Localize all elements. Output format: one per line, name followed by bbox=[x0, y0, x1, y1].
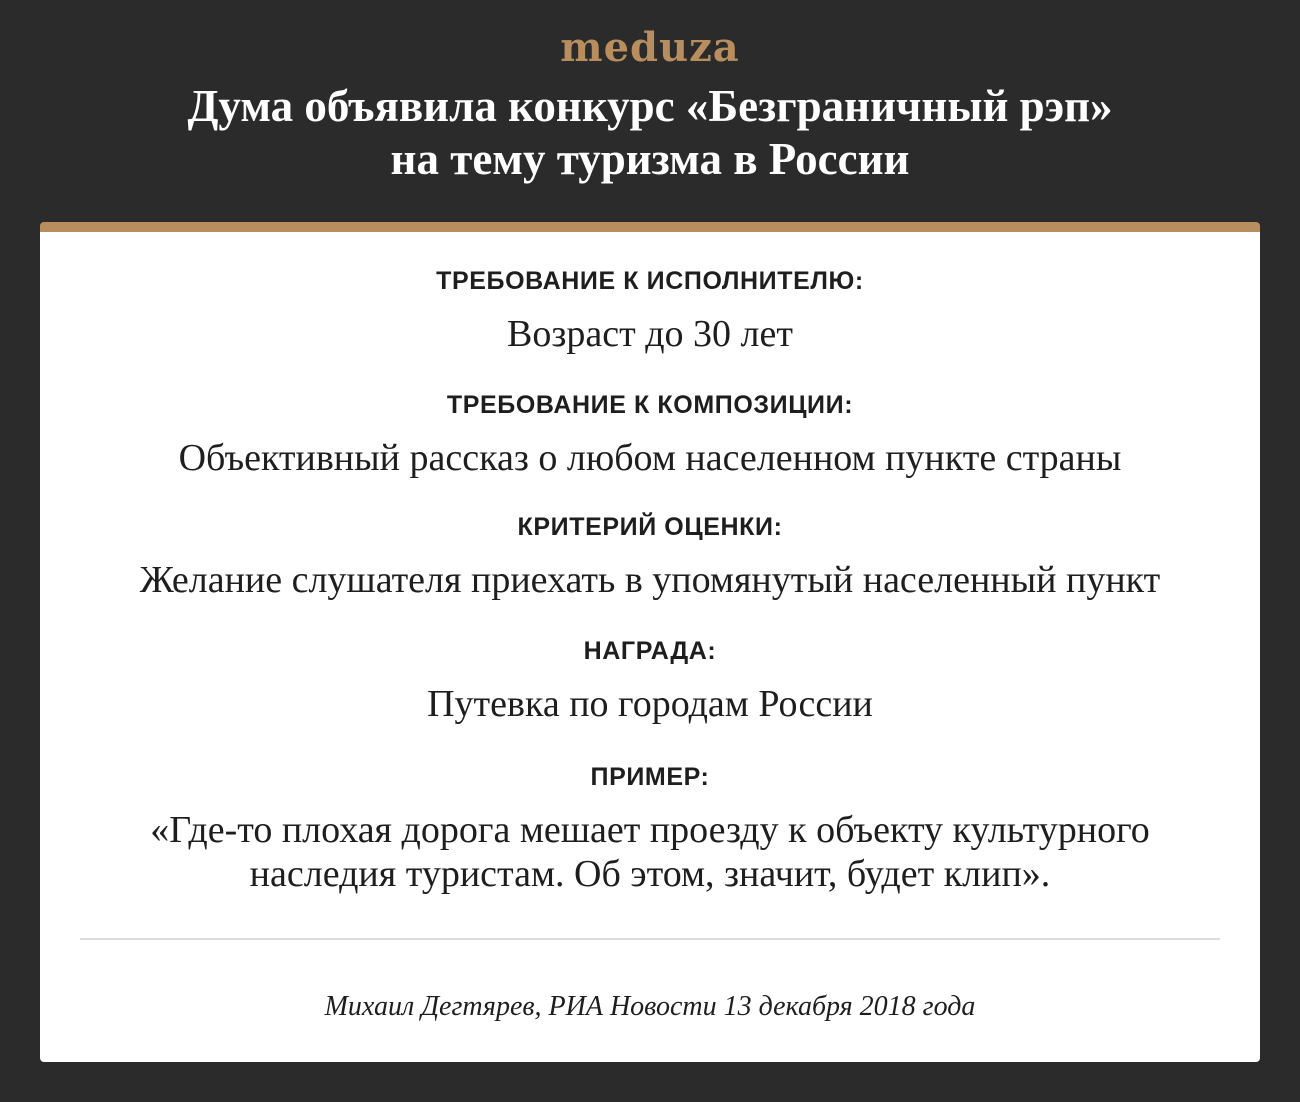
example-label: ПРИМЕР: bbox=[590, 763, 710, 791]
source-attribution: Михаил Дегтярев, РИА Новости 13 декабря 2018 года bbox=[324, 991, 976, 1022]
example-quote-line-1: «Где-то плохая дорога мешает проезду к объекту культурного bbox=[150, 809, 1150, 851]
composition-requirement-label: ТРЕБОВАНИЕ К КОМПОЗИЦИИ: bbox=[446, 391, 854, 419]
example-quote bbox=[70, 808, 1230, 896]
reward-label: НАГРАДА: bbox=[583, 637, 717, 665]
page-title-line-2: на тему туризма в России bbox=[390, 134, 910, 184]
page-title bbox=[60, 80, 1240, 186]
info-card bbox=[40, 222, 1260, 1062]
performer-requirement-value: Возраст до 30 лет bbox=[507, 313, 793, 355]
example-quote-line-2: наследия туристам. Об этом, значит, будет клип». bbox=[249, 853, 1051, 895]
reward-value: Путевка по городам России bbox=[427, 683, 873, 725]
composition-requirement-value: Объективный рассказ о любом населенном пункте страны bbox=[178, 437, 1122, 479]
page-title-line-1: Дума объявила конкурс «Безграничный рэп» bbox=[187, 81, 1113, 131]
performer-requirement-label: ТРЕБОВАНИЕ К ИСПОЛНИТЕЛЮ: bbox=[436, 267, 864, 295]
evaluation-criterion-label: КРИТЕРИЙ ОЦЕНКИ: bbox=[517, 513, 783, 541]
meduza-logo[interactable]: meduza bbox=[560, 24, 740, 71]
divider bbox=[80, 938, 1220, 940]
evaluation-criterion-value: Желание слушателя приехать в упомянутый населенный пункт bbox=[139, 559, 1161, 601]
header bbox=[0, 0, 1300, 220]
